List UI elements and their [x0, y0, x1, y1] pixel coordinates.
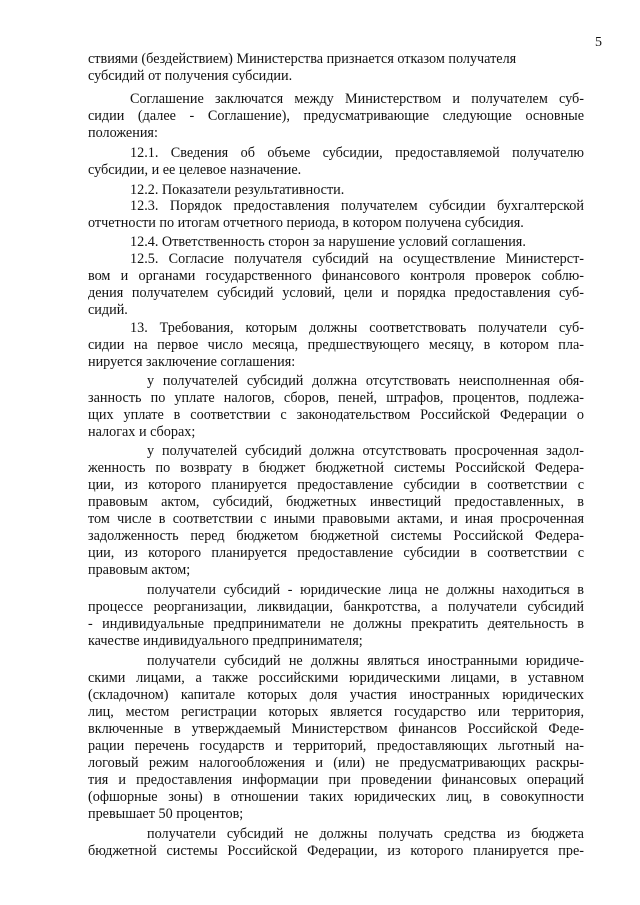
text-line: 13. Требования, которым должны соответствовать получатели суб-: [130, 320, 584, 336]
text-line: получатели субсидий - юридические лица не должны находиться в: [147, 582, 584, 598]
text-line: женность по возврату в бюджет бюджетной системы Российской Федера-: [88, 460, 584, 476]
text-line: сидии (далее - Соглашение), предусматривающие следующие основные: [88, 108, 584, 124]
text-line: превышает 50 процентов;: [88, 806, 244, 822]
text-line: получатели субсидий не должны являться иностранными юридиче-: [147, 653, 584, 669]
text-line: Соглашение заключатся между Министерством и получателем суб-: [130, 91, 584, 107]
text-line: у получателей субсидий должна отсутствовать просроченная задол-: [147, 443, 584, 459]
text-line: налогах и сборах;: [88, 424, 196, 440]
text-line: ции, из которого планируется предоставление субсидии в соответствии с: [88, 545, 584, 561]
text-line: субсидии, и ее целевое назначение.: [88, 162, 302, 178]
text-line: задолженность перед бюджетом бюджетной системы Российской Федера-: [88, 528, 584, 544]
text-line: получатели субсидий не должны получать средства из бюджета: [147, 826, 584, 842]
text-line: бюджетной системы Российской Федерации, из которого планируется пре-: [88, 843, 584, 859]
text-line: дения получателем субсидий условий, цели и порядка предоставления суб-: [88, 285, 584, 301]
text-line: рации перечень государств и территорий, предоставляющих льготный на-: [88, 738, 584, 754]
text-line: логовый режим налогообложения и (или) не предусматривающих раскры-: [88, 755, 584, 771]
text-line: субсидий от получения субсидии.: [88, 68, 293, 84]
text-line: отчетности по итогам отчетного периода, в котором получена субсидия.: [88, 215, 524, 231]
text-line: качестве индивидуального предпринимателя;: [88, 633, 363, 649]
text-line: у получателей субсидий должна отсутствовать неисполненная обя-: [147, 373, 584, 389]
text-line: 12.2. Показатели результативности.: [130, 182, 345, 198]
page-number: 5: [595, 35, 602, 50]
text-line: правовым актом, субсидий, бюджетных инвестиций предоставленных, в: [88, 494, 584, 510]
text-line: нируется заключение соглашения:: [88, 354, 296, 370]
text-line: том числе в соответствии с иными правовыми актами, и иная просроченная: [88, 511, 584, 527]
text-line: лиц, местом регистрации которых является государство или территория,: [88, 704, 584, 720]
text-line: 12.3. Порядок предоставления получателем субсидии бухгалтерской: [130, 198, 584, 214]
text-line: ции, из которого планируется предоставление субсидии в соответствии с: [88, 477, 584, 493]
text-line: положения:: [88, 125, 158, 141]
text-line: - индивидуальные предприниматели не должны прекратить деятельность в: [88, 616, 584, 632]
text-line: 12.4. Ответственность сторон за нарушение условий соглашения.: [130, 234, 526, 250]
text-line: (офшорные зоны) в отношении таких юридических лиц, в совокупности: [88, 789, 584, 805]
text-line: (складочном) капитале которых доля участия иностранных юридических: [88, 687, 584, 703]
text-line: правовым актом;: [88, 562, 191, 578]
text-line: ствиями (бездействием) Министерства признается отказом получателя: [88, 51, 517, 67]
text-line: тия и предоставления информации при проведении финансовых операций: [88, 772, 584, 788]
text-line: сидии на первое число месяца, предшествующего месяцу, в котором пла-: [88, 337, 584, 353]
text-line: 12.1. Сведения об объеме субсидии, предоставляемой получателю: [130, 145, 584, 161]
text-line: скими лицами, а также российскими юридическими лицами, в уставном: [88, 670, 584, 686]
text-line: вом и органами государственного финансового контроля проверок соблю-: [88, 268, 584, 284]
text-line: 12.5. Согласие получателя субсидий на осуществление Министерст-: [130, 251, 584, 267]
text-line: включенные в утверждаемый Министерством финансов Российской Феде-: [88, 721, 584, 737]
text-line: щих уплате в соответствии с законодательством Российской Федерации о: [88, 407, 584, 423]
text-line: занность по уплате налогов, сборов, пеней, штрафов, процентов, подлежа-: [88, 390, 584, 406]
text-line: процессе реорганизации, ликвидации, банкротства, а получатели субсидий: [88, 599, 584, 615]
text-line: сидий.: [88, 302, 128, 318]
